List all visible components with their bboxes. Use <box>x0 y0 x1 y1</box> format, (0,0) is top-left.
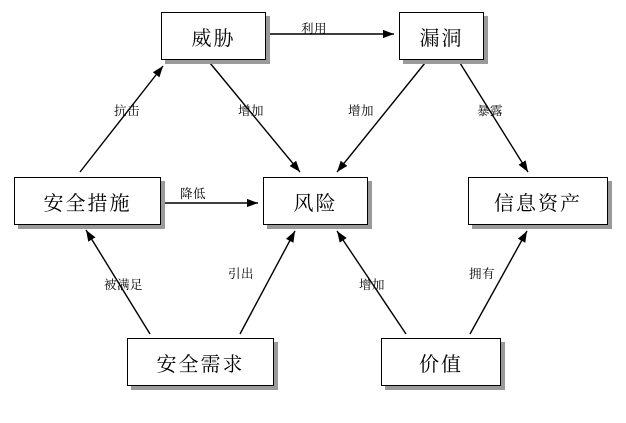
edge-label-requirement-safeguard: 被满足 <box>104 278 144 292</box>
node-label: 信息资产 <box>494 192 582 215</box>
edge-label-value-risk: 增加 <box>359 278 386 292</box>
edge-label-requirement-risk: 引出 <box>228 267 255 281</box>
edge-label-vulnerability-risk: 增加 <box>348 104 375 118</box>
node-asset[interactable] <box>468 177 608 225</box>
edge-label-vulnerability-asset: 暴露 <box>477 104 504 118</box>
edge-requirement-risk <box>240 231 295 334</box>
node-value[interactable] <box>381 338 501 386</box>
node-label: 安全措施 <box>43 192 132 215</box>
node-vulnerability[interactable] <box>399 12 484 60</box>
edge-label-safeguard-threat: 抗击 <box>114 104 141 118</box>
node-label: 风险 <box>293 192 338 215</box>
edge-safeguard-threat <box>80 66 163 172</box>
node-risk[interactable] <box>263 177 368 225</box>
edge-label-threat-risk: 增加 <box>238 104 265 118</box>
edge-value-asset <box>470 231 527 334</box>
node-label: 价值 <box>419 353 463 376</box>
edge-label-safeguard-risk: 降低 <box>180 187 207 201</box>
node-label: 安全需求 <box>156 353 245 376</box>
node-threat[interactable] <box>161 12 266 60</box>
edge-label-value-asset: 拥有 <box>469 267 496 281</box>
edge-label-threat-vulnerability: 利用 <box>301 22 328 36</box>
node-label: 漏洞 <box>419 27 464 50</box>
node-requirement[interactable] <box>127 338 274 386</box>
node-label: 威胁 <box>191 27 236 50</box>
node-safeguard[interactable] <box>14 177 161 225</box>
